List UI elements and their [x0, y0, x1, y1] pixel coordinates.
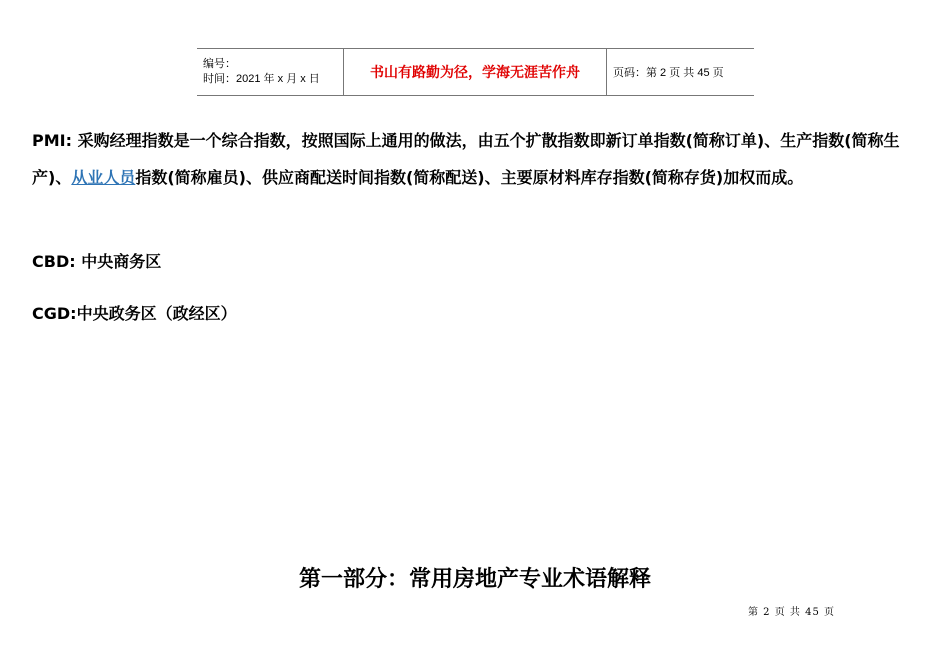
cgd-definition	[32, 295, 922, 332]
employment-link[interactable]: 从业人员	[71, 168, 136, 187]
cbd-text: 中央商务区	[75, 252, 162, 271]
page-number-footer: 第 2 页 共 45 页	[748, 607, 835, 618]
header-motto: 书山有路勤为径，学海无涯苦作舟	[344, 49, 607, 96]
cbd-term: CBD:	[32, 252, 76, 271]
pmi-text-after: 指数(简称雇员)、供应商配送时间指数(简称配送)、主要原材料库存指数(简称存货)加权而成。	[135, 168, 804, 187]
header-page-info: 页码：第 2 页 共 45 页	[607, 49, 755, 96]
cgd-term: CGD:	[32, 304, 77, 323]
pmi-term: PMI:	[32, 131, 72, 150]
section-title: 第一部分：常用房地产专业术语解释	[298, 567, 651, 592]
cbd-definition	[32, 243, 922, 280]
document-header	[197, 48, 754, 96]
cgd-text: 中央政务区（政经区）	[76, 304, 237, 323]
pmi-text-before: 采购经理指数是一个综合指数，按照国际上通用的做法，由五个扩散指数即新订单指数(简称订单)、生产指数(简称生产)、	[32, 131, 900, 187]
number-label: 编号：	[203, 58, 236, 70]
time-label: 时间：2021 年 x 月 x 日	[203, 73, 320, 85]
pmi-definition	[32, 122, 922, 196]
header-meta	[197, 49, 344, 96]
